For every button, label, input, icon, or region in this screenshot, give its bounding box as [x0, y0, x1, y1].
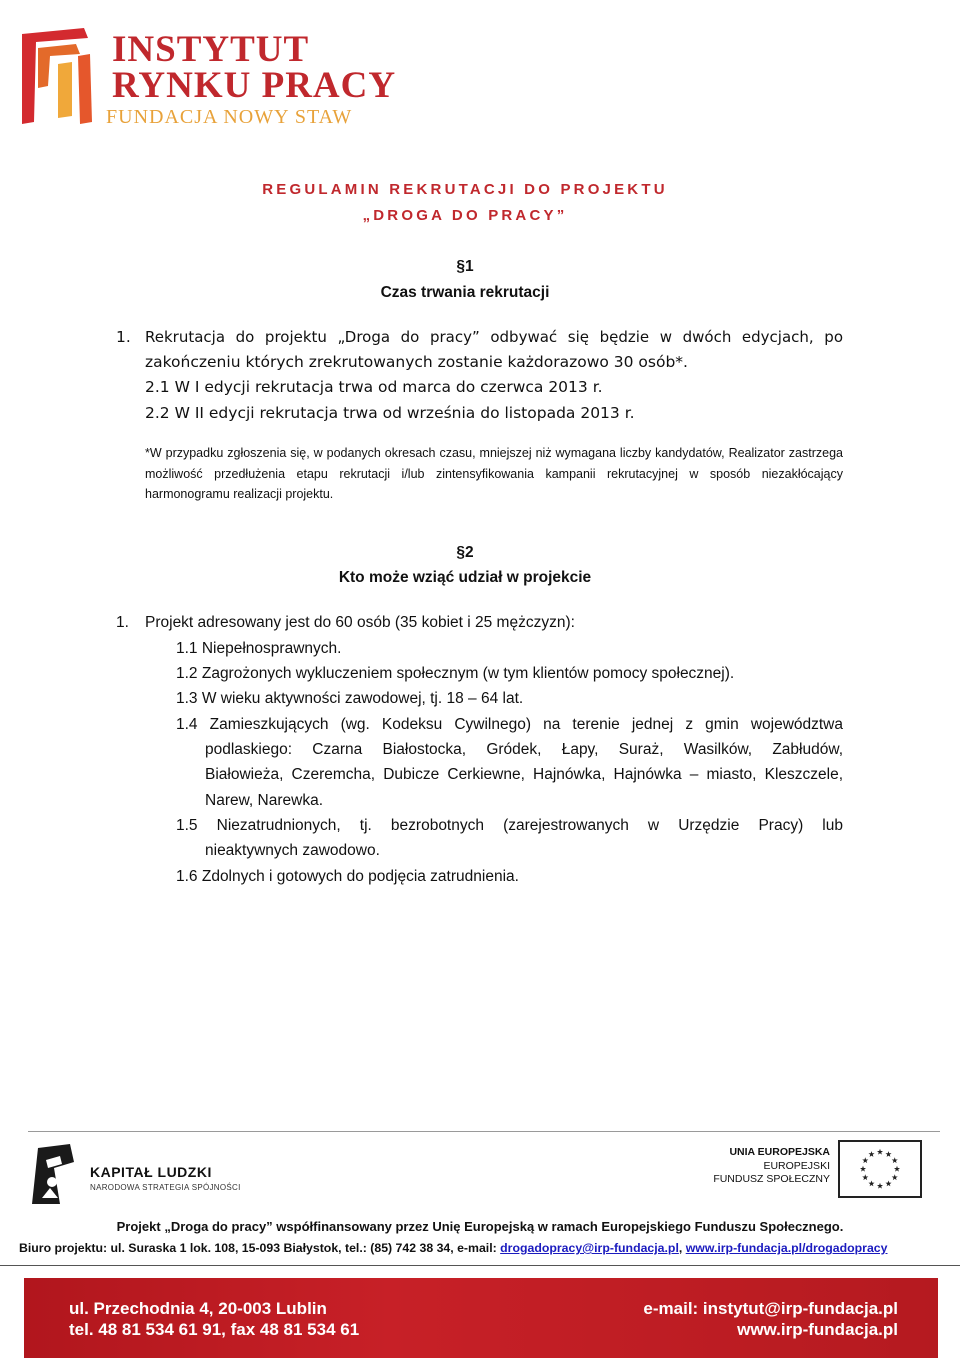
document-title-line1: REGULAMIN REKRUTACJI DO PROJEKTU — [262, 181, 668, 198]
kapital-ludzki-logo — [30, 1142, 250, 1208]
footer-divider — [28, 1131, 940, 1132]
eu-line1: UNIA EUROPEJSKA — [729, 1146, 830, 1158]
section2-heading: Kto może wziąć udział w projekcie — [338, 569, 592, 586]
project-office-line — [19, 1241, 888, 1255]
banner-website: www.irp-fundacja.pl — [737, 1320, 898, 1339]
contact-banner — [24, 1278, 938, 1358]
section1-sub-2-2: 2.2 W II edycji rekrutacja trwa od września do listopada 2013 r. — [145, 404, 635, 422]
document-title-line2: „DROGA DO PRACY” — [362, 207, 568, 224]
section2-sub-1-4-line2: podlaskiego: Czarna Białostocka, Gródek, Łapy, Suraż, Wasilków, Zabłudów, — [205, 741, 843, 758]
section1-item1-line2: zakończeniu których zrekrutowanych zostanie każdorazowo 30 osób*. — [145, 353, 688, 371]
section2-number: §2 — [456, 544, 474, 561]
office-address: Biuro projektu: ul. Suraska 1 lok. 108, 15-093 Białystok, tel.: (85) 742 38 34, e-mail: — [19, 1241, 501, 1255]
section2-sub-1-5-line1: 1.5 Niezatrudnionych, tj. bezrobotnych (zarejestrowanych w Urzędzie Pracy) lub — [176, 817, 843, 834]
section2-sub-1-4-line3: Białowieża, Czeremcha, Dubicze Cerkiewne, Hajnówka, Hajnówka – miasto, Kleszczele, — [205, 766, 843, 783]
logo-line-rynku-pracy: RYNKU PRACY — [112, 65, 397, 106]
section2-item1: Projekt adresowany jest do 60 osób (35 kobiet i 25 mężczyzn): — [145, 614, 575, 631]
section1-number: §1 — [456, 258, 474, 275]
institute-logo — [14, 26, 397, 130]
office-email-link[interactable]: drogadopracy@irp-fundacja.pl — [500, 1241, 679, 1255]
kapital-ludzki-subtitle: NARODOWA STRATEGIA SPÓJNOŚCI — [90, 1183, 241, 1192]
eu-line2: EUROPEJSKI — [763, 1160, 830, 1172]
section1-item1-line1: Rekrutacja do projektu „Droga do pracy” odbywać się będzie w dwóch edycjach, po — [145, 328, 843, 346]
section1-footnote: *W przypadku zgłoszenia się, w podanych okresach czasu, mniejszej niż wymagana liczby kandydatów, Realizator zastrzega możliwość przedłużenia etapu rekrutacji i/lub zintensyfikowania kampanii rekrutacyjnej w sposób niezakłócający harmonogramu realizacji projektu. — [145, 446, 843, 501]
logo-mark-icon — [14, 26, 114, 130]
section1-heading: Czas trwania rekrutacji — [380, 284, 550, 301]
section2-sub-1-4-line1: 1.4 Zamieszkujących (wg. Kodeksu Cywilnego) na terenie jednej z gmin województwa — [176, 716, 843, 733]
section1-item1-number: 1. — [116, 328, 131, 346]
footer-rule — [0, 1265, 960, 1266]
section2-sub-1-4-line4: Narew, Narewka. — [205, 792, 324, 809]
kapital-ludzki-title: KAPITAŁ LUDZKI — [90, 1164, 212, 1180]
section2-item1-number: 1. — [116, 614, 129, 631]
project-cofinancing-line: Projekt „Droga do pracy” współfinansowany przez Unię Europejską w ramach Europejskiego Funduszu Społecznego. — [116, 1219, 844, 1234]
eu-text-block — [700, 1146, 830, 1185]
office-web-link[interactable]: www.irp-fundacja.pl/drogadopracy — [685, 1241, 888, 1255]
banner-email: e-mail: instytut@irp-fundacja.pl — [643, 1299, 898, 1318]
section2-sub-1-3: 1.3 W wieku aktywności zawodowej, tj. 18 – 64 lat. — [176, 690, 524, 707]
eu-line3: FUNDUSZ SPOŁECZNY — [713, 1173, 830, 1185]
logo-line-instytut: INSTYTUT — [112, 29, 310, 70]
kapital-ludzki-emblem-icon — [30, 1142, 76, 1206]
banner-phone: tel. 48 81 534 61 91, fax 48 81 534 61 — [69, 1320, 360, 1339]
banner-address: ul. Przechodnia 4, 20-003 Lublin — [69, 1299, 327, 1318]
logo-line-fundacja: FUNDACJA NOWY STAW — [106, 106, 353, 128]
office-separator: , — [678, 1241, 686, 1255]
eu-flag-icon — [838, 1140, 922, 1198]
section2-sub-1-1: 1.1 Niepełnosprawnych. — [176, 640, 342, 657]
section2-sub-1-2: 1.2 Zagrożonych wykluczeniem społecznym (w tym klientów pomocy społecznej). — [176, 665, 735, 682]
section2-sub-1-6: 1.6 Zdolnych i gotowych do podjęcia zatrudnienia. — [176, 868, 519, 885]
section2-sub-1-5-line2: nieaktywnych zawodowo. — [205, 842, 380, 859]
section1-sub-2-1: 2.1 W I edycji rekrutacja trwa od marca do czerwca 2013 r. — [145, 378, 603, 396]
